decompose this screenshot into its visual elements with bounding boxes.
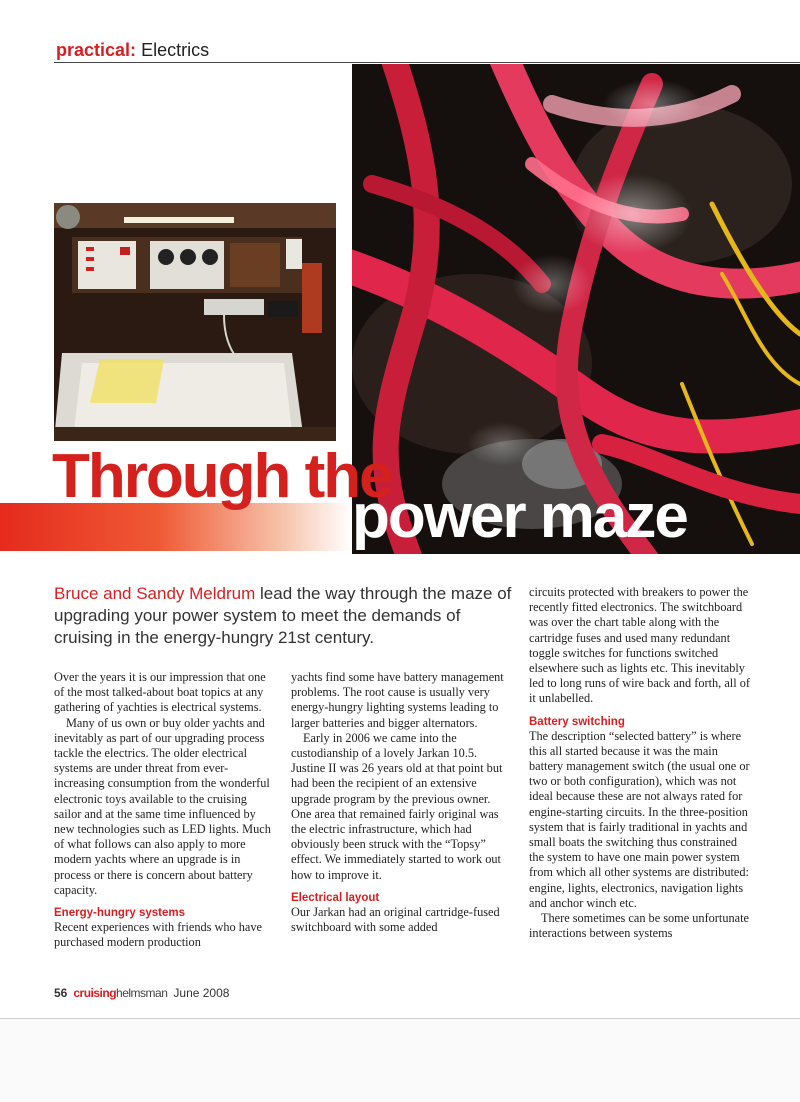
headline-line-2: power maze	[352, 482, 687, 551]
body-column-2	[291, 670, 513, 935]
header-rule	[54, 62, 800, 63]
paragraph: Our Jarkan had an original cartridge-fused switchboard with some added	[291, 904, 500, 935]
magazine-brand-part-2: helmsman	[116, 986, 168, 1000]
paragraph: Over the years it is our impression that one of the most talked-about boat topics at any gathering of yachties is electrical systems.	[54, 670, 266, 715]
standfirst	[54, 583, 514, 649]
issue-date: June 2008	[173, 986, 230, 1000]
paragraph: Many of us own or buy older yachts and inevitably as part of our upgrading process tackle the electrics. The older electrical systems are under threat from ever-increasing consumption from the wonderful electronic toys available to the cruising sailor and at the same time influenced by new technologies such as LED lights. Much of what follows can also apply to more modern yachts where an upgrade is in process or there is concern about battery capacity.	[54, 715, 271, 897]
body-column-1	[54, 670, 276, 950]
subheading: Electrical layout	[291, 891, 380, 904]
subheading: Battery switching	[529, 715, 625, 728]
paragraph: Recent experiences with friends who have purchased modern production	[54, 920, 262, 950]
paragraph: Early in 2006 we came into the custodianship of a lovely Jarkan 10.5. Justine II was 26 years old at that point but had been the recipient of an extensive upgrade program by the previous owner. One area that remained fairly original was the electric infrastructure, which had obviously been struck with the “Topsy” effect. We immediately started to work out how to improve it.	[291, 730, 503, 882]
subheading: Energy-hungry systems	[54, 907, 186, 920]
body-column-3	[529, 585, 754, 941]
paragraph: circuits protected with breakers to power the recently fitted electronics. The switchboard was over the chart table along with the cartridge fuses and used many redundant toggle switches for functions switched elsewhere such as lights etc. This inevitably led to long runs of wire back and forth, all of it unlabelled.	[529, 585, 750, 706]
author-names: Bruce and Sandy Meldrum	[54, 584, 256, 603]
scan-margin	[0, 1018, 800, 1102]
paragraph: There sometimes can be some unfortunate interactions between systems	[529, 911, 749, 941]
standfirst-text: lead the way through the maze of upgrading your power system to meet the demands of cruising in the energy-hungry 21st century.	[54, 584, 512, 647]
wires-photo	[352, 64, 800, 554]
section-keyword: practical:	[56, 40, 137, 60]
magazine-brand-part-1: cruising	[73, 986, 117, 1000]
paragraph: yachts find some have battery management problems. The root cause is usually very energy-hungry lighting systems leading to larger batteries and bigger alternators.	[291, 670, 504, 730]
section-name: Electrics	[141, 40, 210, 60]
navstation-photo	[54, 203, 336, 441]
headline-line-1: Through the	[52, 442, 392, 511]
paragraph: The description “selected battery” is where this all started because it was the main battery management switch (the usual one or two or both configuration), which was not ideal because these are not always rated for engine-starting circuits. In the three-position system that is fairly traditional in yachts and small boats the switching thus constrained the system to have one main power system from which all other systems are distributed: engine, lights, electronics, navigation lights and anchor winch etc.	[529, 728, 750, 910]
page-number: 56	[54, 986, 68, 1000]
section-header	[56, 40, 209, 61]
page-footer	[54, 986, 229, 1000]
